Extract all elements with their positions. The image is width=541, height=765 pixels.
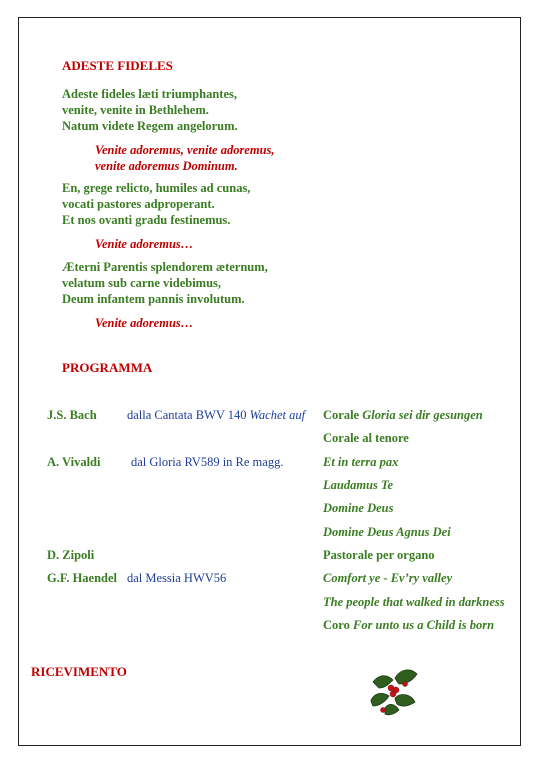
composer: D. Zipoli — [47, 548, 95, 562]
piece: Domine Deus Agnus Dei — [323, 525, 451, 539]
verse-line: Et nos ovanti gradu festinemus. — [62, 213, 231, 227]
hymn-title: ADESTE FIDELES — [62, 58, 173, 73]
piece: Corale Gloria sei dir gesungen — [323, 408, 483, 422]
refrain — [95, 142, 275, 174]
verse-2 — [62, 180, 250, 228]
holly-icon — [365, 664, 421, 718]
piece: Domine Deus — [323, 501, 394, 515]
verse-line: vocati pastores adproperant. — [62, 197, 215, 211]
verse-line: Adeste fideles læti triumphantes, — [62, 87, 237, 101]
composer: A. Vivaldi — [47, 455, 101, 469]
programma-title: PROGRAMMA — [62, 360, 153, 375]
verse-line: venite, venite in Bethlehem. — [62, 103, 209, 117]
refrain-line: Venite adoremus, venite adoremus, — [95, 143, 275, 157]
verse-line: En, grege relicto, humiles ad cunas, — [62, 181, 251, 195]
piece: Comfort ye - Ev’ry valley — [323, 571, 453, 585]
source: dalla Cantata BWV 140 Wachet auf — [127, 408, 306, 422]
verse-line: Deum infantem pannis involutum. — [62, 292, 245, 306]
refrain-short: Venite adoremus… — [95, 237, 194, 251]
verse-line: Natum videte Regem angelorum. — [62, 119, 238, 133]
source: dal Messia HWV56 — [127, 571, 227, 585]
verse-1 — [62, 86, 238, 134]
piece: The people that walked in darkness — [323, 595, 505, 609]
verse-line: velatum sub carne videbimus, — [62, 276, 222, 290]
piece: Coro For unto us a Child is born — [323, 618, 495, 632]
refrain-short: Venite adoremus… — [95, 316, 194, 330]
composer: J.S. Bach — [47, 408, 97, 422]
verse-line: Æterni Parentis splendorem æternum, — [62, 260, 268, 274]
piece: Et in terra pax — [323, 455, 399, 469]
piece: Laudamus Te — [323, 478, 394, 492]
source: dal Gloria RV589 in Re magg. — [131, 455, 284, 469]
piece: Pastorale per organo — [323, 548, 435, 562]
piece: Corale al tenore — [323, 431, 409, 445]
composer: G.F. Haendel — [47, 571, 118, 585]
refrain-line: venite adoremus Dominum. — [95, 159, 238, 173]
verse-3 — [62, 259, 268, 307]
ricevimento-title: RICEVIMENTO — [31, 664, 127, 679]
